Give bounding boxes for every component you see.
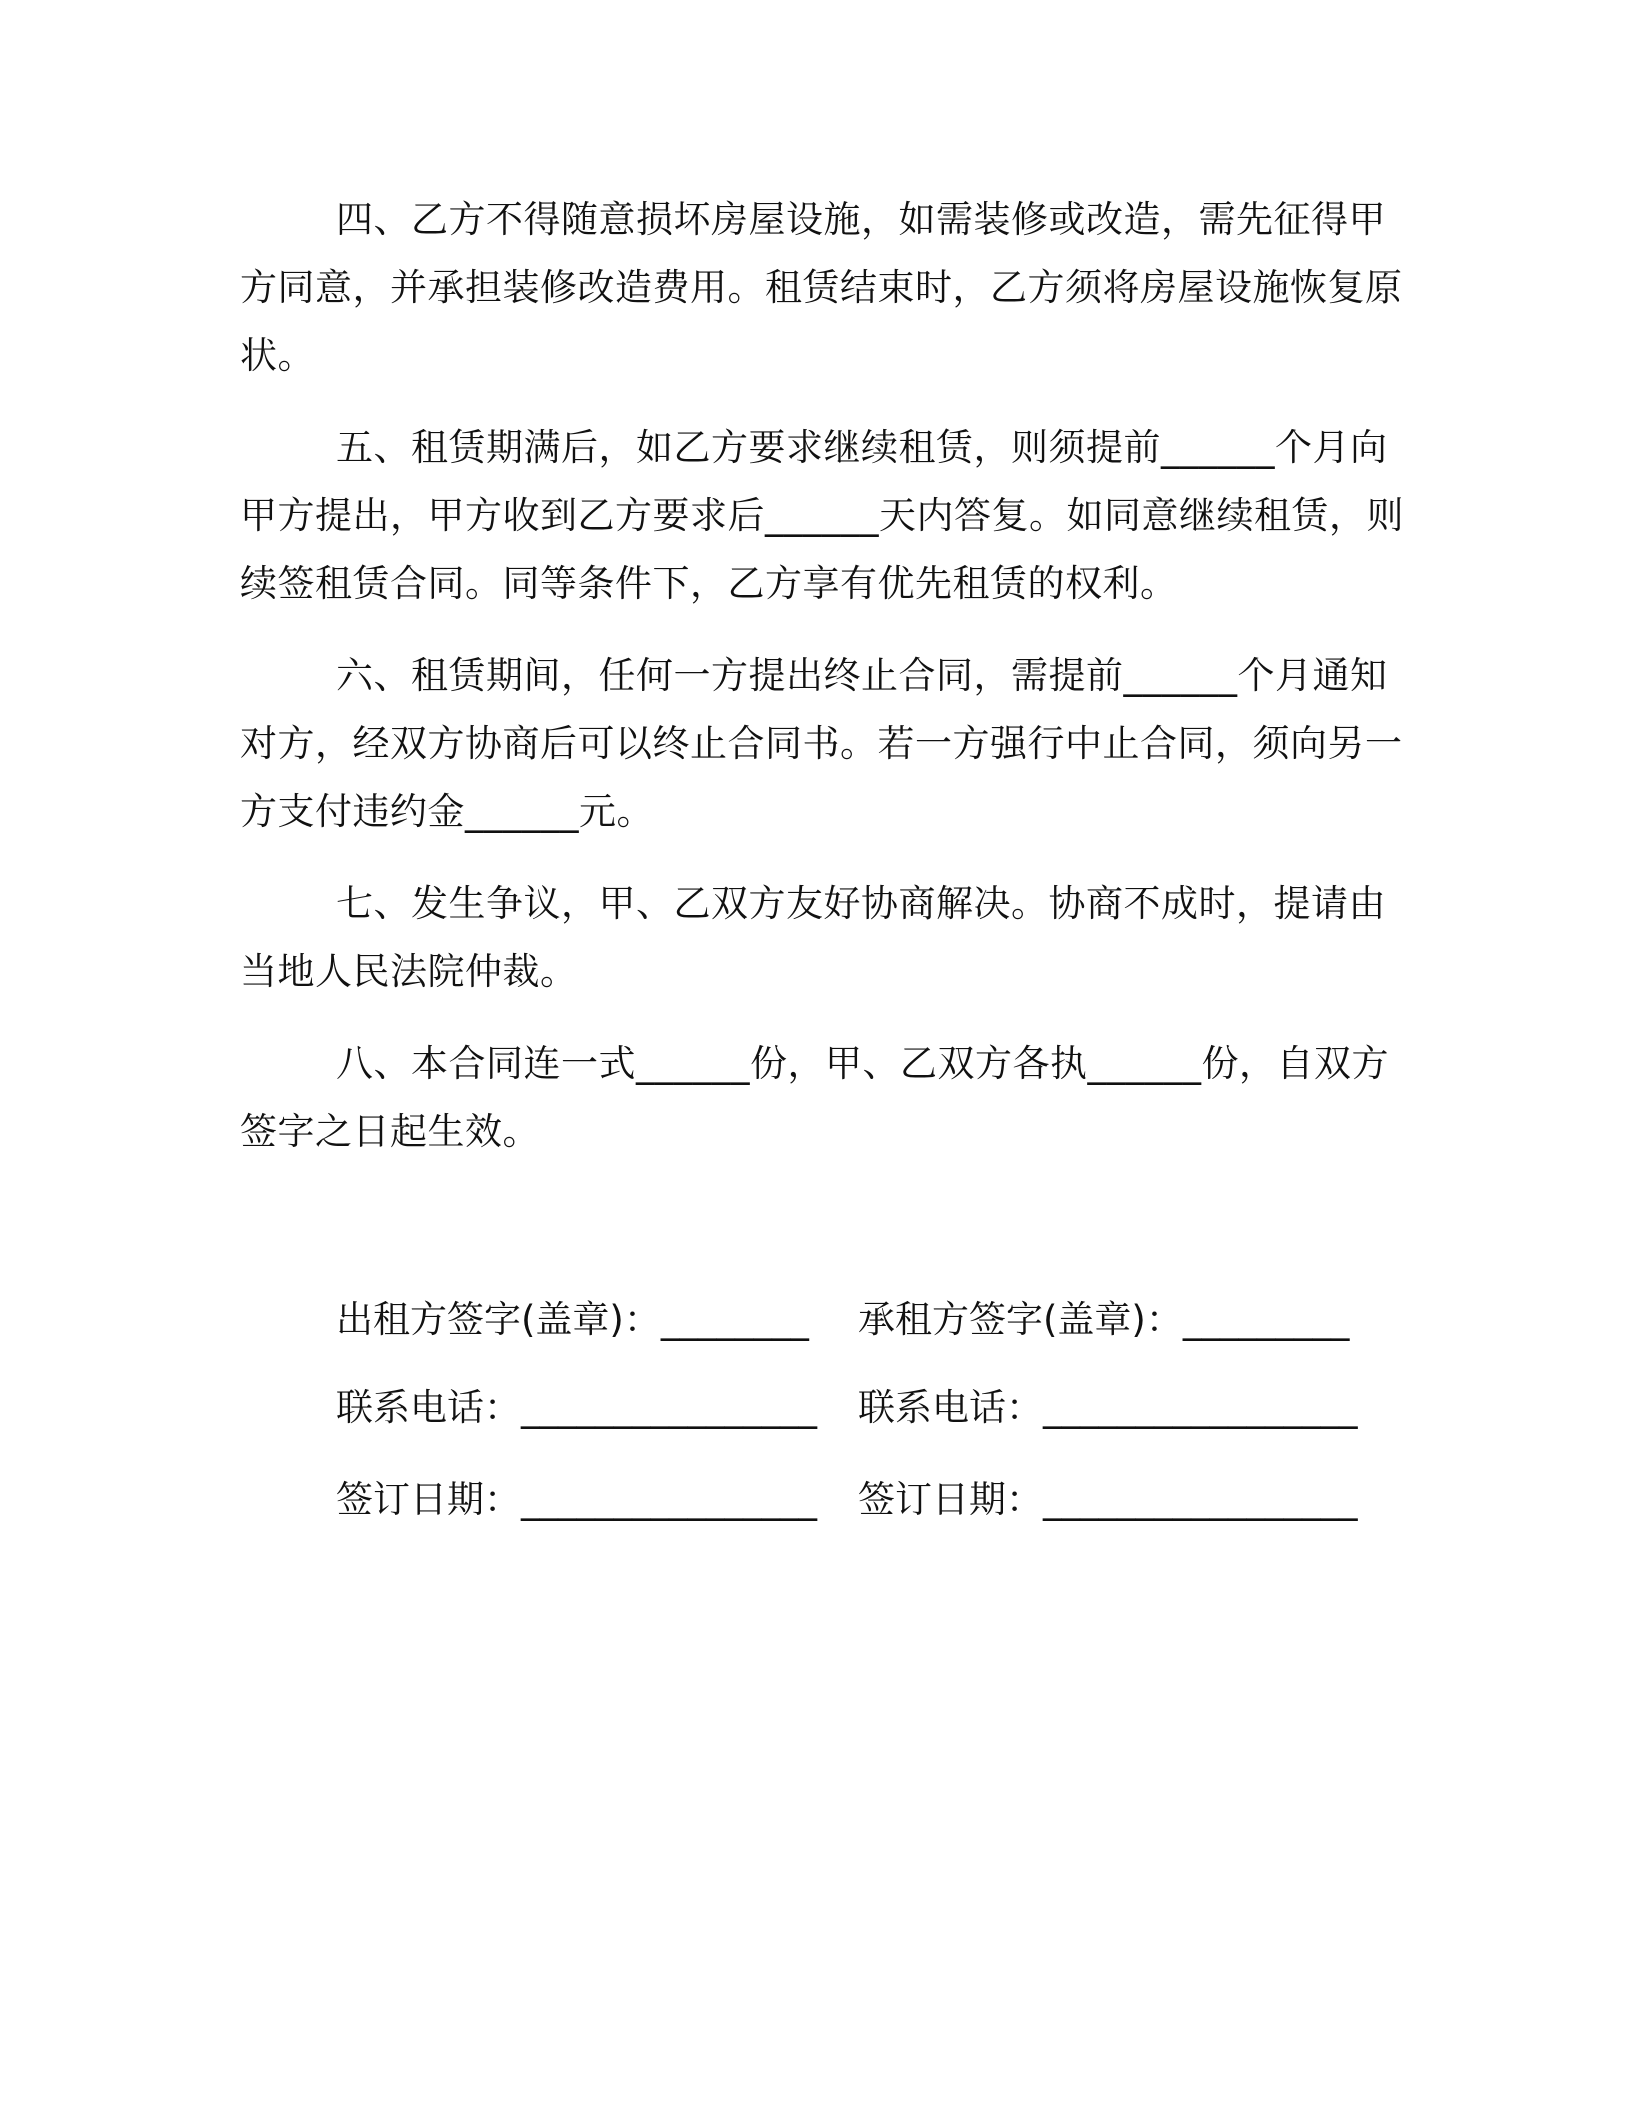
lessor-date-field: 签订日期：________________ [336,1478,817,1521]
clause-7: 七、发生争议，甲、乙双方友好协商解决。协商不成时，提请由当地人民法院仲裁。 [240,882,1386,993]
lessee-date-field: 签订日期：_________________ [858,1478,1358,1521]
clause-6: 六、租赁期间，任何一方提出终止合同，需提前______个月通知对方，经双方协商后可以终止合同书。若一方强行中止合同，须向另一方支付违约金______元。 [240,654,1403,833]
lessee-signature-field: 承租方签字(盖章)：_________ [858,1298,1350,1341]
lessor-phone-field: 联系电话：________________ [336,1386,817,1429]
signature-row [336,1290,1416,1350]
clause-8: 八、本合同连一式______份，甲、乙双方各执______份，自双方签字之日起生效。 [240,1042,1389,1153]
lessee-phone-field: 联系电话：_________________ [858,1386,1358,1429]
date-row [336,1470,1416,1530]
clause-5: 五、租赁期满后，如乙方要求继续租赁，则须提前______个月向甲方提出，甲方收到乙方要求后______天内答复。如同意继续租赁，则续签租赁合同。同等条件下，乙方享有优先租赁的权利。 [240,426,1404,605]
phone-row [336,1378,1416,1438]
lessor-signature-field: 出租方签字(盖章)：________ [336,1298,809,1341]
clause-4: 四、乙方不得随意损坏房屋设施，如需装修或改造，需先征得甲方同意，并承担装修改造费用。租赁结束时，乙方须将房屋设施恢复原状。 [240,198,1403,377]
